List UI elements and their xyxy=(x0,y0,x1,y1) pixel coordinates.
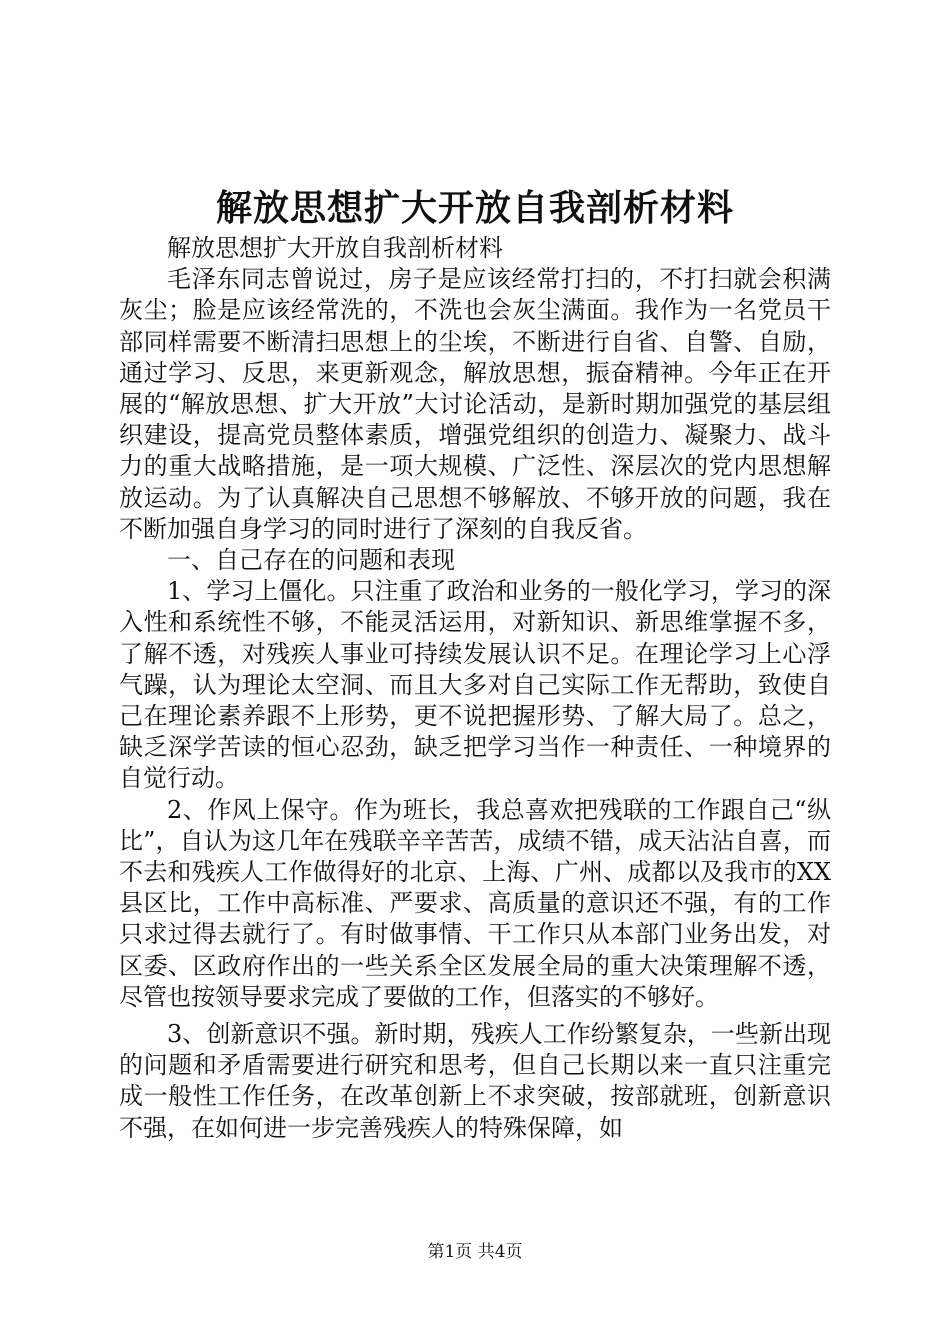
problem-paragraph-2: 2、作风上保守。作为班长，我总喜欢把残联的工作跟自己“纵比”，自认为这几年在残联辛辛苦苦，成绩不错，成天沾沾自喜，而不去和残疾人工作做得好的北京、上海、广州、成都以及我市的XX县区比，工作中高标准、严要求、高质量的意识还不强，有的工作只求过得去就行了。有时做事情、干工作只从本部门业务出发，对区委、区政府作出的一些关系全区发展全局的重大决策理解不透，尽管也按领导要求完成了要做的工作，但落实的不够好。 xyxy=(119,795,831,1011)
intro-paragraph: 毛泽东同志曾说过，房子是应该经常打扫的，不打扫就会积满灰尘；脸是应该经常洗的，不洗也会灰尘满面。我作为一名党员干部同样需要不断清扫思想上的尘埃，不断进行自省、自警、自励，通过学习、反思，来更新观念，解放思想，振奋精神。今年正在开展的“解放思想、扩大开放”大讨论活动，是新时期加强党的基层组织建设，提高党员整体素质，增强党组织的创造力、凝聚力、战斗力的重大战略措施，是一项大规模、广泛性、深层次的党内思想解放运动。为了认真解决自己思想不够解放、不够开放的问题，我在不断加强自身学习的同时进行了深刻的自我反省。 xyxy=(119,265,831,543)
problem-paragraph-3: 3、创新意识不强。新时期，残疾人工作纷繁复杂，一些新出现的问题和矛盾需要进行研究和思考，但自己长期以来一直只注重完成一般性工作任务，在改革创新上不求突破，按部就班，创新意识不强，在如何进一步完善残疾人的特殊保障，如 xyxy=(119,1020,831,1142)
problem-paragraph-1: 1、学习上僵化。只注重了政治和业务的一般化学习，学习的深入性和系统性不够，不能灵活运用，对新知识、新思维掌握不多，了解不透，对残疾人事业可持续发展认识不足。在理论学习上心浮气躁，认为理论太空洞、而且大多对自己实际工作无帮助，致使自己在理论素养跟不上形势，更不说把握形势、了解大局了。总之，缺乏深学苦读的恒心忍劲，缺乏把学习当作一种责任、一种境界的自觉行动。 xyxy=(119,577,831,793)
document-body xyxy=(119,233,831,1144)
body-subtitle-paragraph: 解放思想扩大开放自我剖析材料 xyxy=(167,234,503,262)
document-title: 解放思想扩大开放自我剖析材料 xyxy=(215,187,734,229)
page-footer: 第1页 共4页 xyxy=(427,1242,523,1262)
section-heading-1: 一、自己存在的问题和表现 xyxy=(167,546,455,575)
